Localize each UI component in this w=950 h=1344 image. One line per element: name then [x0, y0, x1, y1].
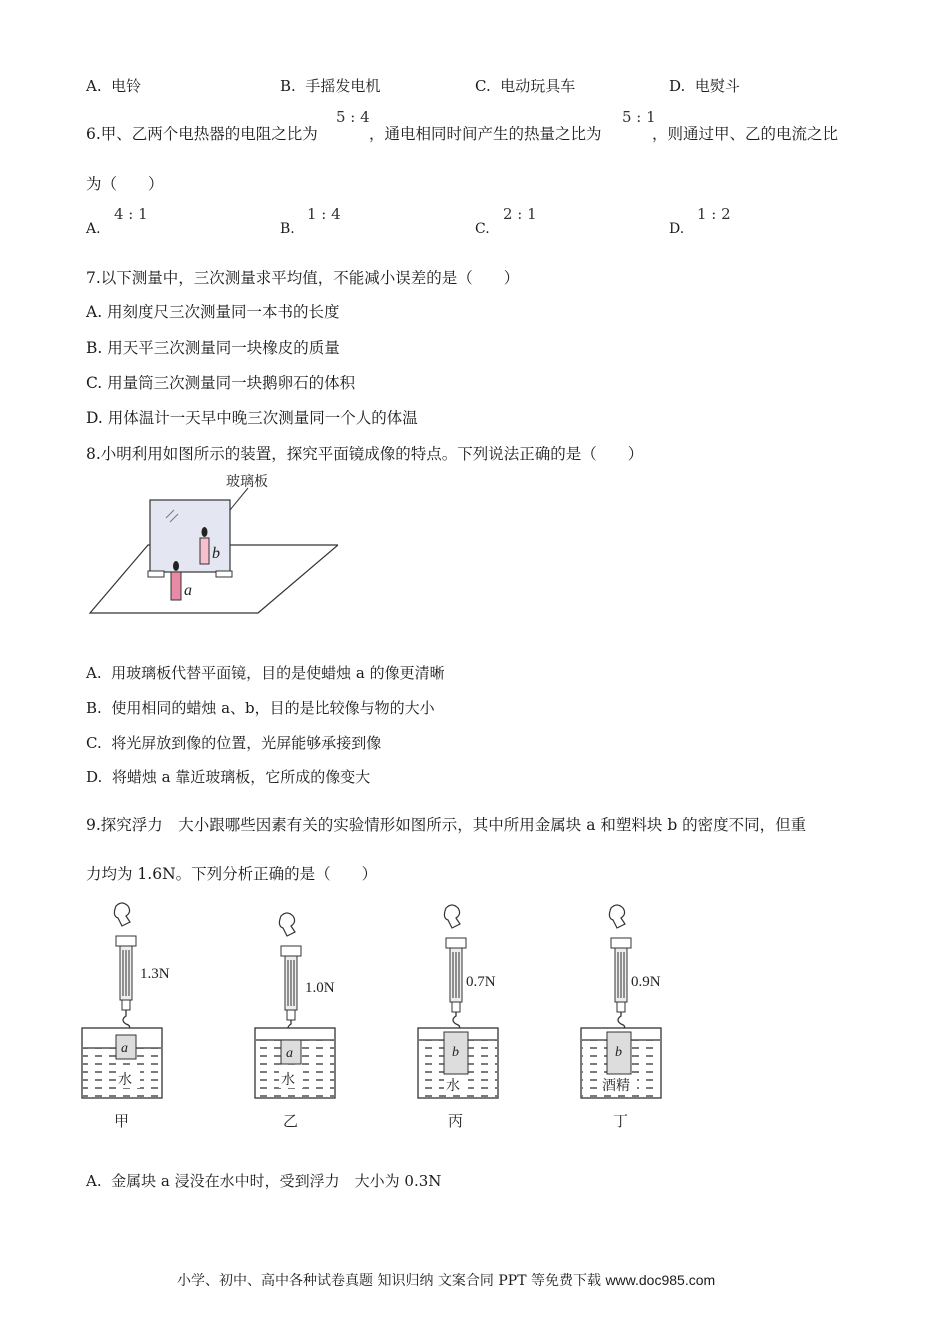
candle-b-flame [202, 527, 208, 537]
q8-stem: 8.小明利用如图所示的装置，探究平面镜成像的特点。下列说法正确的是（ ） [86, 445, 644, 463]
block-label: b [452, 1045, 459, 1060]
option-letter: B. [280, 77, 296, 95]
hand-icon [279, 913, 295, 936]
option-text: 用玻璃板代替平面镜，目的是使蜡烛 a 的像更清晰 [111, 664, 445, 682]
spring-scale-top [611, 938, 631, 948]
q6-option-d-letter: D. [669, 221, 685, 237]
spring-scale-top [446, 938, 466, 948]
liquid-label: 水 [446, 1079, 460, 1094]
spring-scale-reading: 1.0N [305, 980, 335, 996]
liquid-label: 水 [118, 1073, 132, 1088]
plane-mirror-figure [88, 470, 338, 620]
option-text: 电熨斗 [694, 77, 740, 95]
q8-option-d [86, 767, 370, 787]
q6-option-c-letter: C. [475, 221, 490, 237]
q7-option-b: B. 用天平三次测量同一块橡皮的质量 [86, 339, 340, 357]
spring-scale-reading: 0.7N [466, 974, 496, 990]
page-footer [177, 1270, 715, 1290]
candle-a-flame [173, 561, 179, 571]
block-label: b [615, 1045, 622, 1060]
option-letter: B. [86, 699, 102, 717]
block-label: a [121, 1041, 128, 1056]
q6-ratio-resistance: 5 : 4 [336, 108, 370, 126]
q5-option-d [669, 76, 740, 96]
q6-stem-part3: ，则通过甲、乙的电流之比 [652, 125, 839, 143]
option-letter: A. [86, 1172, 102, 1190]
option-letter: C. [86, 734, 102, 752]
panel-caption: 丁 [613, 1114, 629, 1130]
q5-option-b [280, 76, 380, 96]
option-text: 使用相同的蜡烛 a、b，目的是比较像与物的大小 [111, 699, 435, 717]
q9-stem-line1: 9.探究浮力 大小跟哪些因素有关的实验情形如图所示，其中所用金属块 a 和塑料块 b 的密度不同，但重 [86, 816, 807, 834]
liquid-label: 酒精 [602, 1079, 630, 1094]
option-letter: D. [669, 77, 686, 95]
option-letter: A. [86, 77, 102, 95]
q6-option-c-value: 2 : 1 [503, 205, 537, 223]
q6-option-a-letter: A. [86, 221, 101, 237]
spring-scale-top [281, 946, 301, 956]
q5-option-a [86, 76, 141, 96]
option-letter: D. [86, 768, 103, 786]
q7-option-c: C. 用量筒三次测量同一块鹅卵石的体积 [86, 374, 356, 392]
glass-label-leader [230, 488, 248, 510]
panel-yi [255, 913, 335, 1130]
q7-option-a: A. 用刻度尺三次测量同一本书的长度 [86, 303, 340, 321]
option-text: 电动玩具车 [500, 77, 576, 95]
hand-icon [444, 905, 460, 928]
q9-option-a [86, 1171, 441, 1191]
panel-jia [82, 903, 170, 1130]
option-letter: A. [86, 664, 102, 682]
candle-b [200, 538, 209, 564]
option-text: 将光屏放到像的位置，光屏能够承接到像 [111, 734, 382, 752]
hand-icon [114, 903, 130, 926]
q8-option-a [86, 663, 445, 683]
candle-a-label: a [184, 582, 192, 599]
spring-scale-top [116, 936, 136, 946]
panel-caption: 乙 [283, 1114, 299, 1130]
q6-option-b-value: 1 : 4 [307, 205, 341, 223]
glass-stand-right [216, 571, 232, 577]
option-text: 金属块 a 浸没在水中时，受到浮力 大小为 0.3N [111, 1172, 442, 1190]
option-text: 将蜡烛 a 靠近玻璃板，它所成的像变大 [111, 768, 371, 786]
liquid-label: 水 [281, 1073, 295, 1088]
spring-scale-reading: 1.3N [140, 966, 170, 982]
glass-stand-left [148, 571, 164, 577]
q6-stem-line2: 为（ ） [86, 175, 164, 193]
candle-a [171, 572, 181, 600]
block-label: a [286, 1046, 293, 1061]
glass-label: 玻璃板 [226, 475, 268, 490]
option-text: 手摇发电机 [305, 77, 381, 95]
q6-option-d-value: 1 : 2 [697, 205, 731, 223]
panel-caption: 甲 [114, 1114, 130, 1130]
q6-option-a-value: 4 : 1 [114, 205, 148, 223]
q9-stem-line2: 力均为 1.6N。下列分析正确的是（ ） [86, 865, 378, 883]
option-letter: C. [475, 77, 491, 95]
spring-scale-reading: 0.9N [631, 974, 661, 990]
panel-bing [418, 905, 498, 1130]
panel-caption: 丙 [448, 1114, 464, 1130]
footer-url[interactable]: www.doc985.com [605, 1272, 716, 1288]
panel-ding [581, 905, 661, 1130]
q6-option-b-letter: B. [280, 221, 295, 237]
q8-option-b [86, 698, 435, 718]
q6-ratio-heat: 5 : 1 [622, 108, 656, 126]
hand-icon [609, 905, 625, 928]
q7-option-d: D. 用体温计一天早中晚三次测量同一个人的体温 [86, 409, 418, 427]
option-text: 电铃 [111, 77, 142, 95]
q8-option-c [86, 733, 381, 753]
candle-b-label: b [212, 545, 220, 562]
q7-stem: 7.以下测量中，三次测量求平均值，不能减小误差的是（ ） [86, 269, 520, 287]
footer-text: 小学、初中、高中各种试卷真题 知识归纳 文案合同 PPT 等免费下载 [177, 1273, 601, 1289]
q6-stem-part1: 6.甲、乙两个电热器的电阻之比为 [86, 125, 318, 143]
q6-stem-part2: ，通电相同时间产生的热量之比为 [369, 125, 602, 143]
q5-option-c [475, 76, 575, 96]
buoyancy-experiment-figure [80, 900, 700, 1140]
